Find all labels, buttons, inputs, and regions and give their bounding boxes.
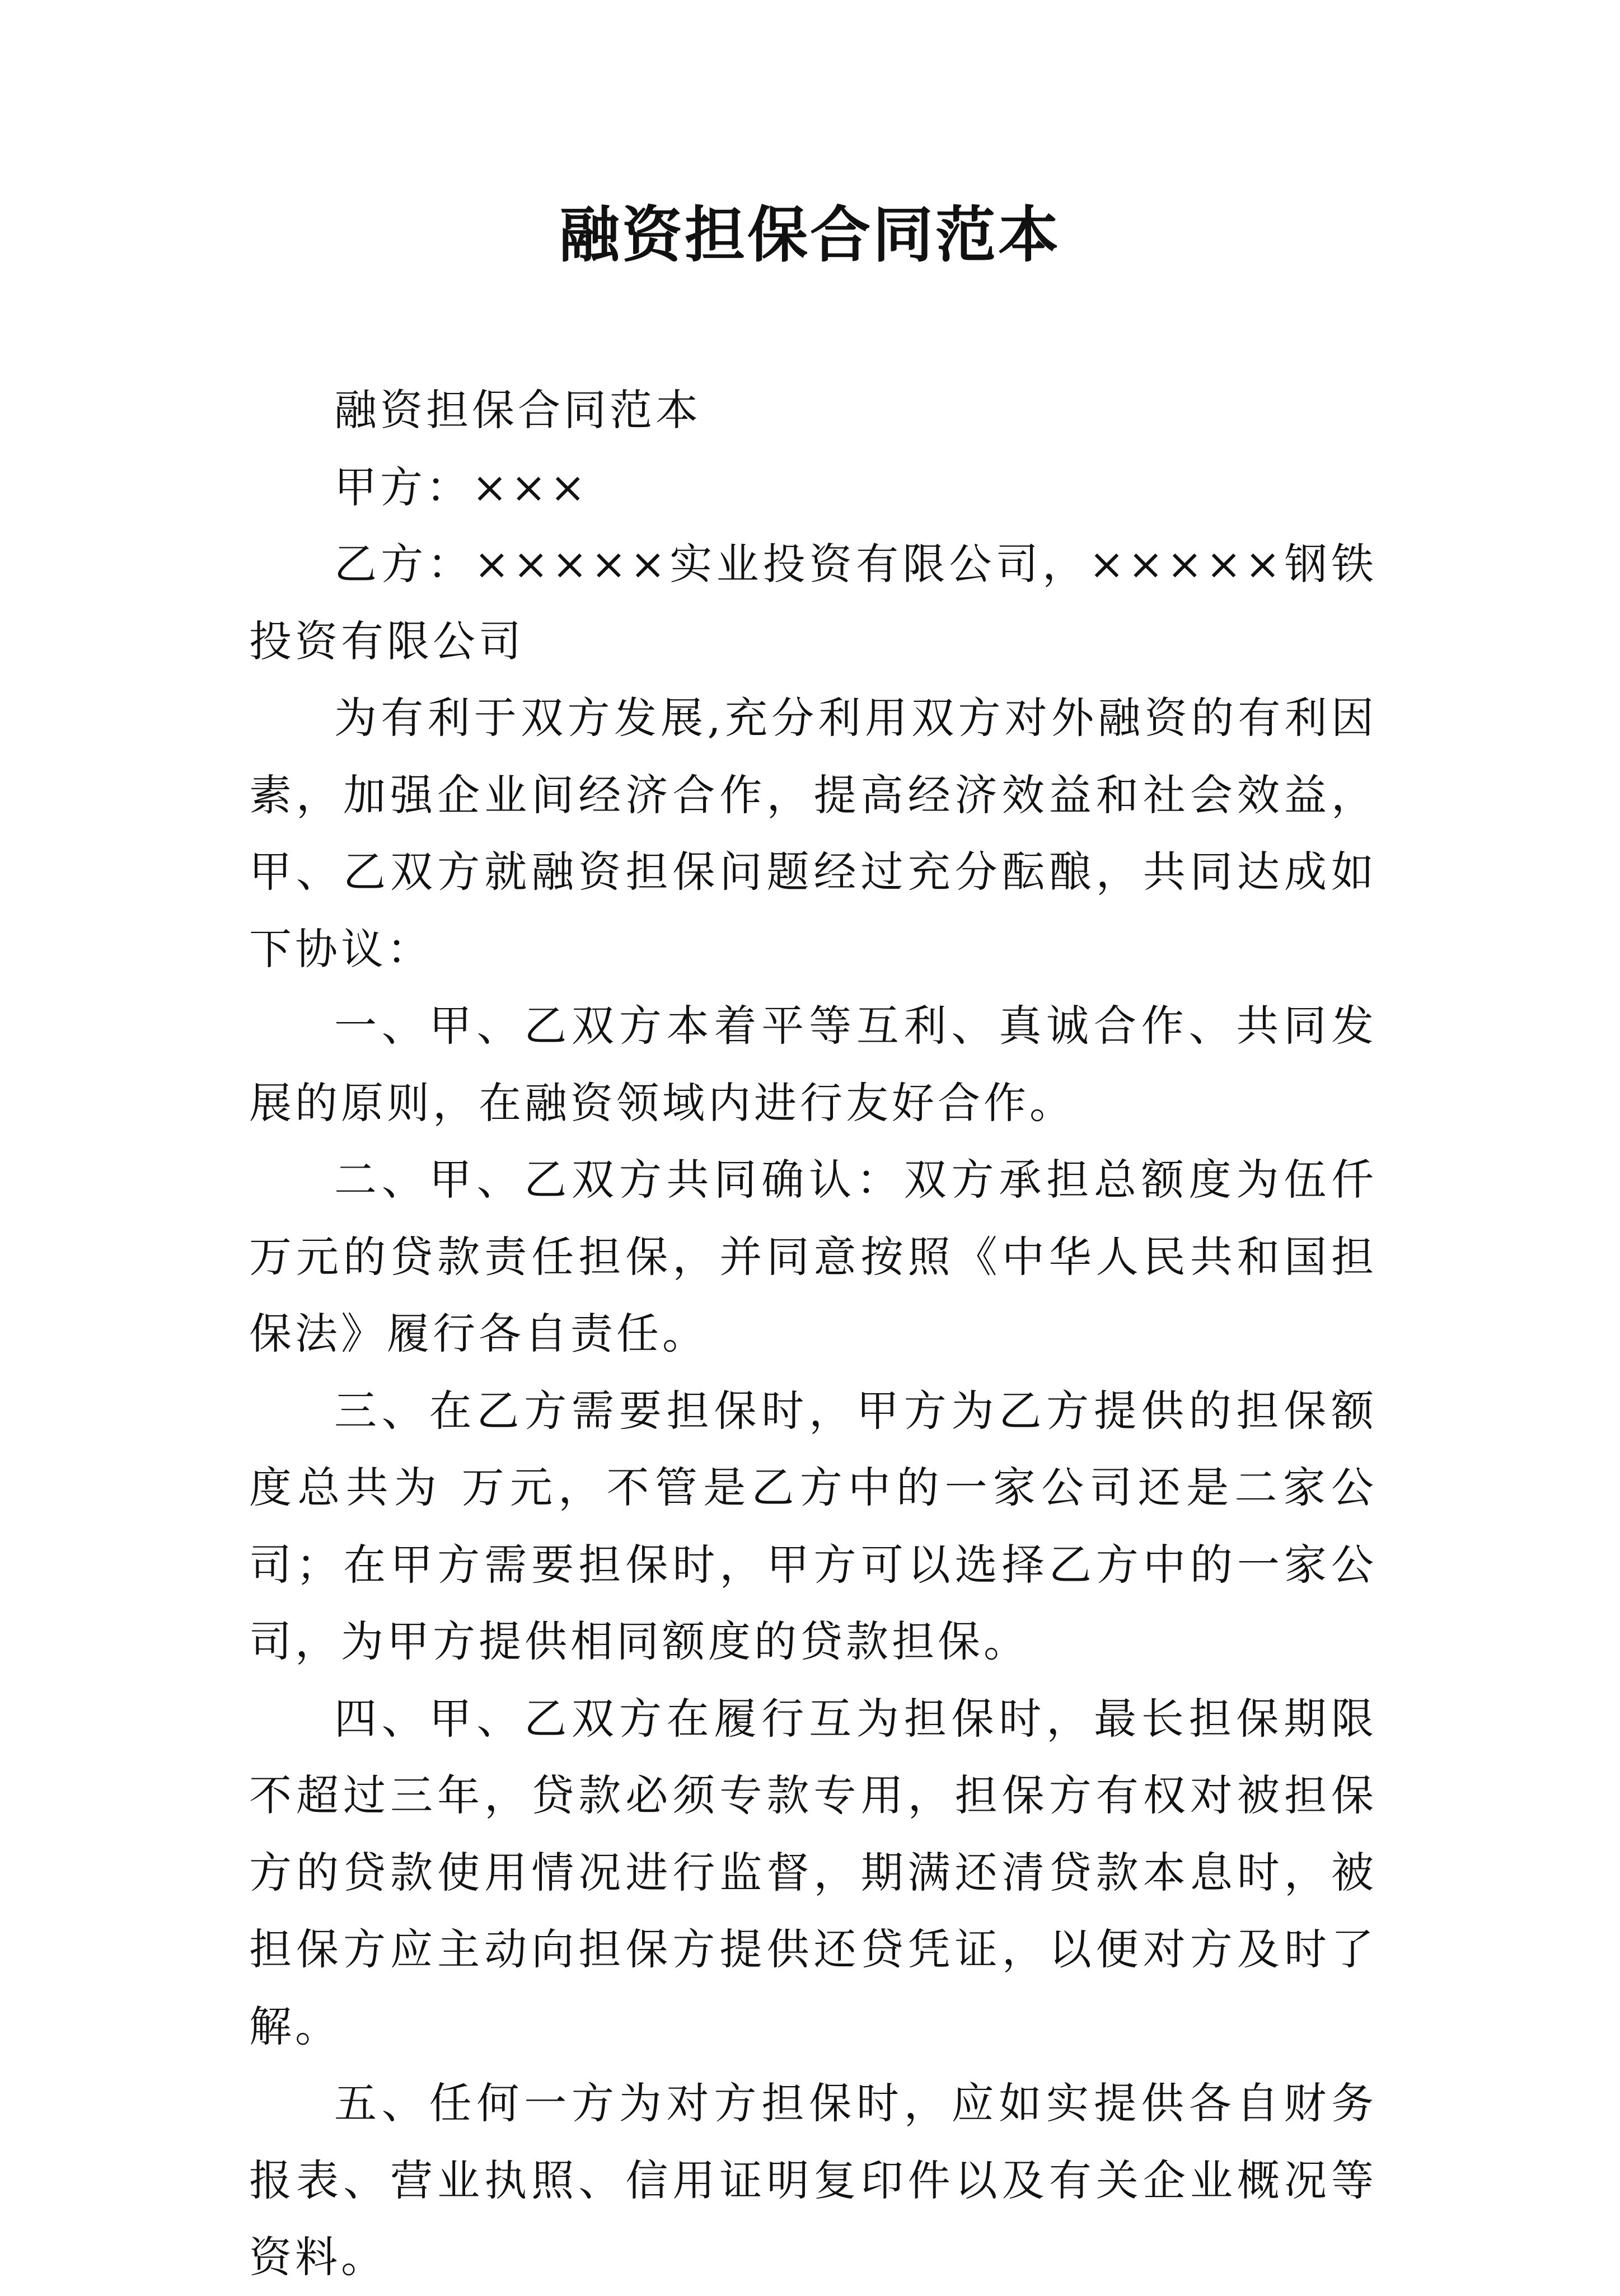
paragraph-clause-5: 五、任何一方为对方担保时，应如实提供各自财务报表、营业执照、信用证明复印件以及有关企业概况等资料。 bbox=[249, 2078, 1377, 2282]
paragraph-clause-2: 二、甲、乙双方共同确认：双方承担总额度为伍仟万元的贷款责任担保，并同意按照《中华人民共和国担保法》履行各自责任。 bbox=[249, 1155, 1377, 1358]
paragraph-clause-1: 一、甲、乙双方本着平等互利、真诚合作、共同发展的原则，在融资领域内进行友好合作。 bbox=[249, 1001, 1377, 1128]
document-title: 融资担保合同范本 bbox=[559, 200, 1061, 270]
paragraph-preamble: 为有利于双方发展,充分利用双方对外融资的有利因素，加强企业间经济合作，提高经济效益和社会效益，甲、乙双方就融资担保问题经过充分酝酿，共同达成如下协议： bbox=[249, 693, 1377, 974]
paragraph-party-b: 乙方：×××××实业投资有限公司，×××××钢铁投资有限公司 bbox=[249, 539, 1377, 666]
paragraph-clause-4: 四、甲、乙双方在履行互为担保时，最长担保期限不超过三年，贷款必须专款专用，担保方有权对被担保方的贷款使用情况进行监督，期满还清贷款本息时，被担保方应主动向担保方提供还贷凭证，以便对方及时了解。 bbox=[249, 1693, 1377, 2051]
paragraph-party-a: 甲方：××× bbox=[334, 462, 589, 512]
paragraph-subtitle: 融资担保合同范本 bbox=[334, 385, 701, 435]
paragraph-clause-3: 三、在乙方需要担保时，甲方为乙方提供的担保额度总共为 万元，不管是乙方中的一家公司还是二家公司；在甲方需要担保时，甲方可以选择乙方中的一家公司，为甲方提供相同额度的贷款担保。 bbox=[249, 1385, 1377, 1666]
document-body bbox=[249, 372, 1377, 2296]
